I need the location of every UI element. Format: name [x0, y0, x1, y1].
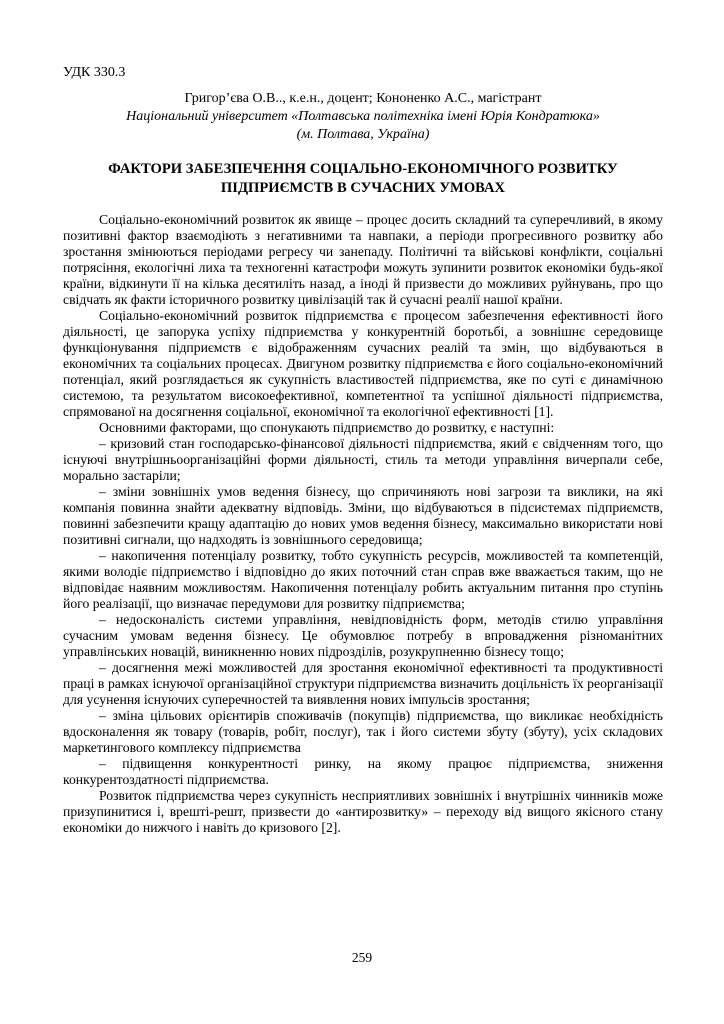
authors-line: Григор’єва О.В.., к.е.н., доцент; Кононенко А.С., магістрант: [184, 91, 542, 106]
location-line: (м. Полтава, Україна): [296, 127, 430, 142]
list-item: – зміна цільових орієнтирів споживачів (покупців) підприємства, що викликає необхідність вдосконалення як товару (товарів, робіт, послуг), так і його системи збуту (збуту), усіх складових маркетингового комплексу підприємства: [63, 708, 663, 755]
list-item: – зміни зовнішніх умов ведення бізнесу, що спричиняють нові загрози та виклики, на які компанія повинна знайти адекватну відповідь. Зміни, що відбуваються в підсистемах підприємств, повинні забезпечити кращу адаптацію до нових умов ведення бізнесу, максимально використати нові позитивні сигнали, що надходять із зовнішнього середовища;: [63, 484, 663, 547]
body-paragraph: Соціально-економічний розвиток як явище – процес досить складний та суперечливий, в якому позитивні фактор взаємодіють з негативними та навпаки, а періоди прогресивного розвитку або зростання змінюються періодами регресу чи занепаду. Політичні та військові конфлікти, соціальні потрясіння, екологічні лиха та техногенні катастрофи можуть зупинити розвиток економіки будь-якої країни, відкинути її на кілька десятиліть назад, а іноді й призвести до можливих руйнувань, про що свідчать як факти історичного розвитку цивілізацій так й сучасні реалії нашої країни.: [63, 212, 663, 307]
page-number: 259: [351, 950, 373, 965]
article-body: [63, 212, 663, 836]
body-paragraph: Розвиток підприємства через сукупність несприятливих зовнішніх і внутрішніх чинників може призупинитися і, врешті-решт, призвести до «антирозвитку» – переходу від вищого якісного стану економіки до нижчого і навіть до кризового [2].: [63, 788, 663, 835]
body-paragraph: Основними факторами, що спонукають підприємство до розвитку, є наступні:: [99, 420, 555, 435]
list-item: – досягнення межі можливостей для зростання економічної ефективності та продуктивності праці в рамках існуючої організаційної структури підприємства визначить доцільність їх реорганізації для усунення існуючих суперечностей та виявлення нових імпульсів зростання;: [63, 660, 663, 707]
article-title: ФАКТОРИ ЗАБЕЗПЕЧЕННЯ СОЦІАЛЬНО-ЕКОНОМІЧНОГО РОЗВИТКУ ПІДПРИЄМСТВ В СУЧАСНИХ УМОВАХ: [108, 161, 618, 196]
affiliation-line: Національний університет «Полтавська політехніка імені Юрія Кондратюка»: [126, 109, 600, 124]
list-item: – підвищення конкурентності ринку, на якому працює підприємства, зниження конкурентоздатності підприємства.: [63, 756, 663, 787]
list-item: – накопичення потенціалу розвитку, тобто сукупність ресурсів, можливостей та компетенцій, якими володіє підприємство і відповідно до яких поточний стан справ вже вважається таким, що не відповідає наявним можливостям. Накопичення потенціалу робить актуальним питання про ступінь його реалізації, що визначає передумови для розвитку підприємства;: [63, 548, 663, 611]
list-item: – недосконалість системи управління, невідповідність форм, методів стилю управління сучасним умовам ведення бізнесу. Це обумовлює потребу в впровадження різноманітних управлінських новацій, виникненню нових підрозділів, розукрупненню бізнесу тощо;: [63, 612, 663, 659]
udk-code: УДК 330.3: [63, 65, 126, 80]
list-item: – кризовий стан господарсько-фінансової діяльності підприємства, який є свідченням того, що існуючі внутрішньоорганізаційні форми діяльності, стиль та методи управління вичерпали себе, морально застаріли;: [63, 436, 663, 483]
body-paragraph: Соціально-економічний розвиток підприємства є процесом забезпечення ефективності його діяльності, це запорука успіху підприємства у конкурентній боротьбі, а зовнішнє середовище функціонування підприємств є відображенням сучасних реалій та змін, що відбуваються в економічних та соціальних процесах. Двигуном розвитку підприємства є його соціально-економічний потенціал, який розглядається як сукупність властивостей підприємства, яке по суті є динамічною системою, та результатом високоефективної, компетентної та успішної діяльності підприємства, спрямованої на досягнення соціальної, економічної та екологічної ефективності [1].: [63, 308, 663, 419]
